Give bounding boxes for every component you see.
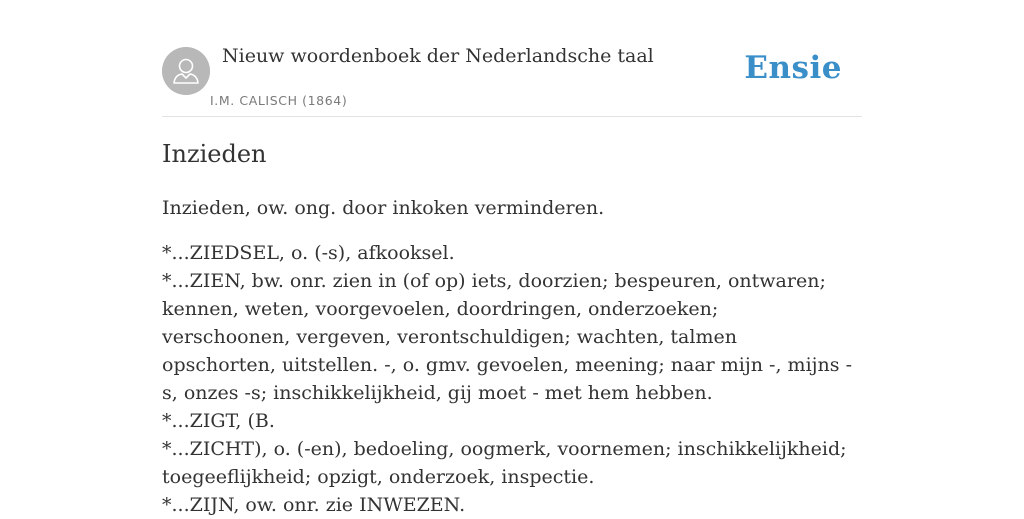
- author-name[interactable]: I.M. CALISCH (1864): [210, 93, 348, 108]
- book-title[interactable]: Nieuw woordenboek der Nederlandsche taal: [222, 45, 654, 67]
- header: [162, 0, 862, 117]
- site-logo[interactable]: Ensie: [744, 50, 842, 86]
- entry-intro: Inzieden, ow. ong. door inkoken verminderen.: [162, 197, 605, 219]
- user-icon[interactable]: [162, 47, 210, 95]
- entry-line: *...ZIGT, (B.: [162, 410, 275, 432]
- entry-line: *...ZICHT), o. (-en), bedoeling, oogmerk, voornemen; inschikkelijkheid; toegeeflijkheid; opzigt, onderzoek, inspectie.: [162, 438, 847, 488]
- entry-title: Inzieden: [162, 140, 267, 168]
- entry-body: [162, 239, 852, 519]
- entry-line: *...ZIJN, ow. onr. zie INWEZEN.: [162, 494, 466, 516]
- page: [162, 0, 862, 516]
- entry-line: *...ZIEDSEL, o. (-s), afkooksel.: [162, 242, 455, 264]
- entry-line: *...ZIEN, bw. onr. zien in (of op) iets, doorzien; bespeuren, ontwaren; kennen, weten, voorgevoelen, doordringen, onderzoeken; verschoonen, vergeven, verontschuldigen; wachten, talmen opschorten, uitstellen. -, o. gmv. gevoelen, meening; naar mijn -, mijns -s, onzes -s; inschikkelijkheid, gij moet - met hem hebben.: [162, 270, 852, 404]
